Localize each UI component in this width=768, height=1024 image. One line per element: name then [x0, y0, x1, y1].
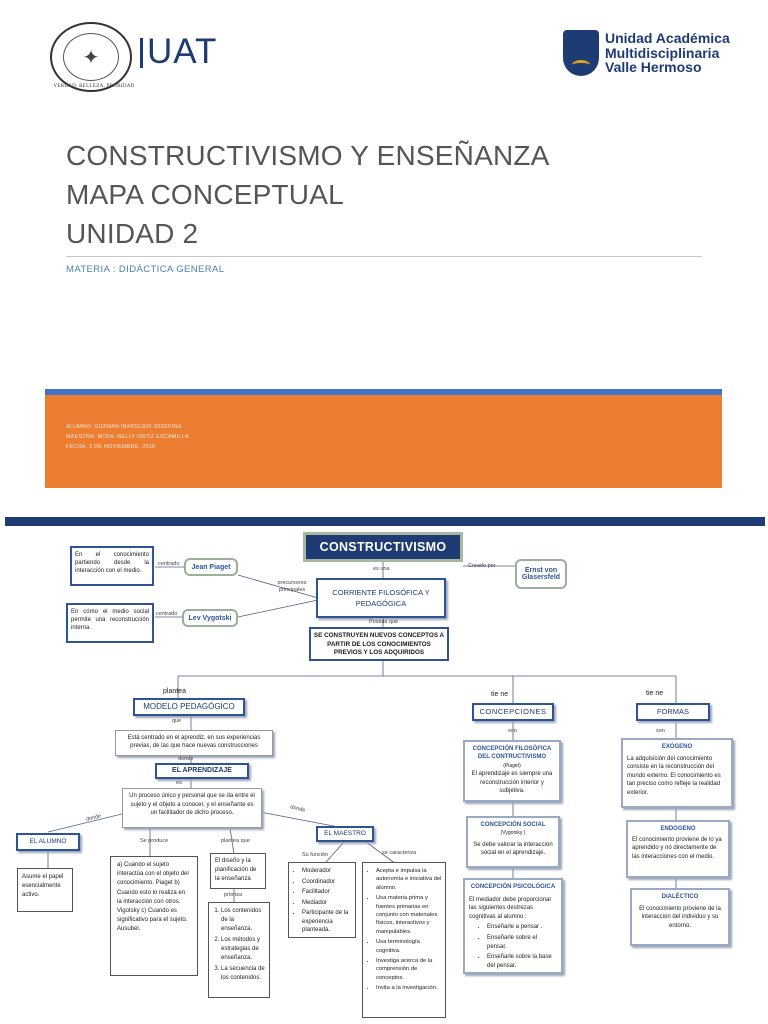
vygotsky-paren: (Vygotsky ): [500, 830, 526, 837]
caracteriza-item: • Invita a la investigación.: [376, 984, 442, 992]
funcion-box: [288, 862, 356, 938]
endogeno-desc: El conocimiento proviene de lo ya aprendido y no directamente de las interacciones con el medio.: [632, 836, 722, 860]
materia-label: MATERIA : DIDÁCTICA GENERAL: [66, 264, 225, 275]
concepcion-social-title: CONCEPCIÓN SOCIAL: [480, 822, 546, 828]
el-alumno-node: EL ALUMNO: [16, 833, 80, 851]
donde-label-2: donde: [85, 813, 102, 823]
psico-item: • Enseñarle sobre la base del pensar.: [487, 953, 557, 970]
endogeno-box: [626, 820, 730, 878]
plantea-que-label: plantea que: [221, 838, 250, 844]
caracteriza-box: [362, 862, 446, 1018]
diseno-desc-box: El diseño y la planificación de la enseñanza: [210, 853, 266, 889]
creado-por-label: Creado por: [468, 563, 496, 569]
seal-motto: VERDAD, BELLEZA, PROBIDAD: [53, 84, 135, 89]
prioriza-label: prioriza: [224, 892, 243, 898]
maestra-text: MAESTRA: MTRA. NELLY ORTIZ ESCAMILLA: [66, 434, 189, 440]
funcion-item: • Participante de la experiencia planteada.: [302, 909, 352, 935]
psico-item: • Enseñarle a pensar .: [487, 923, 557, 932]
uat-logo: UAT: [147, 32, 218, 71]
concepcion-social-box: [466, 816, 560, 868]
dialectico-title: DIALÉCTICO: [661, 894, 699, 900]
alumno-desc-box: Asume el papel esencialmente activo.: [17, 868, 73, 912]
caracteriza-item: • Acepta e impulsa la autonomía e iniciativa del alumno.: [376, 867, 442, 892]
concepcion-psicologica-box: [463, 878, 563, 974]
fecha-text: FECHA: 3 DE NOVIEMBRE, 2019: [66, 444, 156, 450]
concepcion-filosofica-box: [463, 740, 561, 802]
concepciones-node: CONCEPCIONES: [472, 703, 554, 721]
social-desc: Se debe valorar la interacción social en el aprendizaje.: [473, 841, 553, 857]
caracteriza-item: • Investiga acerca de la comprensión de conceptos.: [376, 957, 442, 982]
seal-emblem-icon: ✦: [63, 33, 119, 81]
prioriza-item: 1. Los contenidos de la enseñanza.: [221, 907, 265, 934]
uamvh-line-2: Multidisciplinaria: [605, 44, 720, 61]
dialectico-box: [630, 888, 730, 946]
nuevos-conceptos-node: SE CONSTRUYEN NUEVOS CONCEPTOS A PARTIR DE LOS CONOCIMIENTOS PREVIOS Y LOS ADQUIRIDOS: [309, 627, 449, 661]
postula-que-label: Postula que: [369, 619, 399, 625]
centrado-label-1: centrado: [158, 561, 180, 567]
modelo-desc-box: Está centrado en el aprendiz, en sus experiencias previas, de las que hace nuevas construcciones: [115, 730, 273, 756]
psico-item: • Enseñarle sobre el pensar.: [487, 934, 557, 951]
modelo-pedagogico-node: MODELO PEDAGÓGICO: [133, 698, 245, 716]
es-label: es: [176, 780, 182, 786]
funcion-item: • Facilitador: [302, 888, 352, 897]
tiene-label-1: tie ne: [491, 691, 509, 698]
title-line-1: CONSTRUCTIVISMO Y ENSEÑANZA: [66, 140, 550, 171]
dialectico-desc: El conocimiento proviene de la interacción del individuo y su entorno.: [639, 905, 721, 929]
son-label-1: son: [508, 728, 517, 734]
psicologica-desc: El mediador debe proporcionar las siguientes destrezas cognitivas al alumno :: [469, 896, 552, 920]
se-caracteriza-label: se caracteriza: [382, 850, 417, 856]
endogeno-title: ENDOGENO: [660, 826, 696, 832]
donde-label-3: donde: [289, 804, 306, 814]
tiene-label-2: tie ne: [646, 690, 664, 697]
title-line-2: MAPA CONCEPTUAL: [66, 179, 344, 210]
vygotski-desc-box: En cómo el medio social permite una reconstrucción interna.: [66, 603, 154, 643]
son-label-2: son: [656, 728, 665, 734]
funcion-item: • Mediador: [302, 899, 352, 908]
el-maestro-node: EL MAESTRO: [316, 826, 374, 842]
plantea-label: plantea: [163, 688, 186, 695]
piaget-paren: (Piaget): [503, 762, 521, 769]
que-label: que: [172, 718, 182, 724]
exogeno-title: EXÓGENO: [661, 744, 693, 750]
jean-piaget-node: Jean Piaget: [184, 558, 238, 576]
caracteriza-item: • Usa terminología cognitiva.: [376, 938, 442, 955]
title-line-3: UNIDAD 2: [66, 218, 199, 249]
centrado-label-2: centrado: [156, 611, 178, 617]
formas-node: FORMAS: [636, 703, 710, 721]
concepcion-psicologica-title: CONCEPCIÓN PSICOLÓGICA: [470, 884, 556, 890]
piaget-desc-box: En el conocimiento partiendo desde la interacción con el medio.: [70, 546, 154, 586]
filosofica-desc: El aprendizaje es siempre una reconstrucción interior y subjetiva.: [471, 771, 553, 795]
concepcion-filosofica-title: CONCEPCIÓN FILOSÓFICA DEL CONTRUCTIVISMO: [472, 746, 552, 761]
uamvh-line-1: Unidad Académica: [605, 30, 730, 46]
prioriza-item: 3. La secuencia de los contenidos.: [221, 965, 265, 983]
constructivismo-node: CONSTRUCTIVISMO: [303, 532, 463, 562]
exogeno-box: [621, 738, 733, 808]
alumno-text: ALUMNO: GUZMAN IBARGUEN JOSEFINA: [66, 424, 182, 430]
ernst-node: Ernst von Glasersfeld: [515, 559, 567, 589]
su-funcion-label: Su función: [302, 852, 328, 858]
corriente-node: CORRIENTE FILOSÓFICA Y PEDAGÓGICA: [316, 578, 446, 618]
se-produce-label: Se produce: [140, 838, 169, 844]
funcion-item: • Moderador: [302, 867, 352, 876]
aprendizaje-desc-box: Un proceso único y personal que se da entre el sujeto y el objeto a conocer, y el enseñante es un facilitador de dicho proceso.: [122, 788, 262, 828]
prioriza-box: [208, 902, 270, 998]
donde-label-1: donde: [178, 756, 194, 762]
precursores-label: precursores principales: [277, 580, 307, 593]
el-aprendizaje-node: EL APRENDIZAJE: [155, 763, 249, 779]
funcion-item: • Coordinador: [302, 878, 352, 887]
caracteriza-item: • Usa materia prima y fuentes primarias en conjunto con materiales físicos, interactivos y manipulables.: [376, 894, 442, 936]
produce-desc-box: a) Cuando el sujeto interactúa con el objeto del conocimiento. Piaget b) Cuando esto lo realiza en la interacción con otros. Vigotsky c) Cuando es significativo para el sujeto. Ausubel.: [110, 856, 198, 976]
exogeno-desc: La adquisición del conocimiento consiste en la reconstrucción del mundo externo. El conocimiento es tan preciso como refleje la realidad exterior.: [627, 755, 721, 796]
es-una-label: es una: [373, 566, 390, 572]
lev-vygotski-node: Lev Vygotski: [182, 609, 238, 627]
uamvh-line-3: Valle Hermoso: [605, 59, 702, 75]
prioriza-item: 2. Los métodos y estrategias de enseñanza.: [221, 936, 265, 963]
